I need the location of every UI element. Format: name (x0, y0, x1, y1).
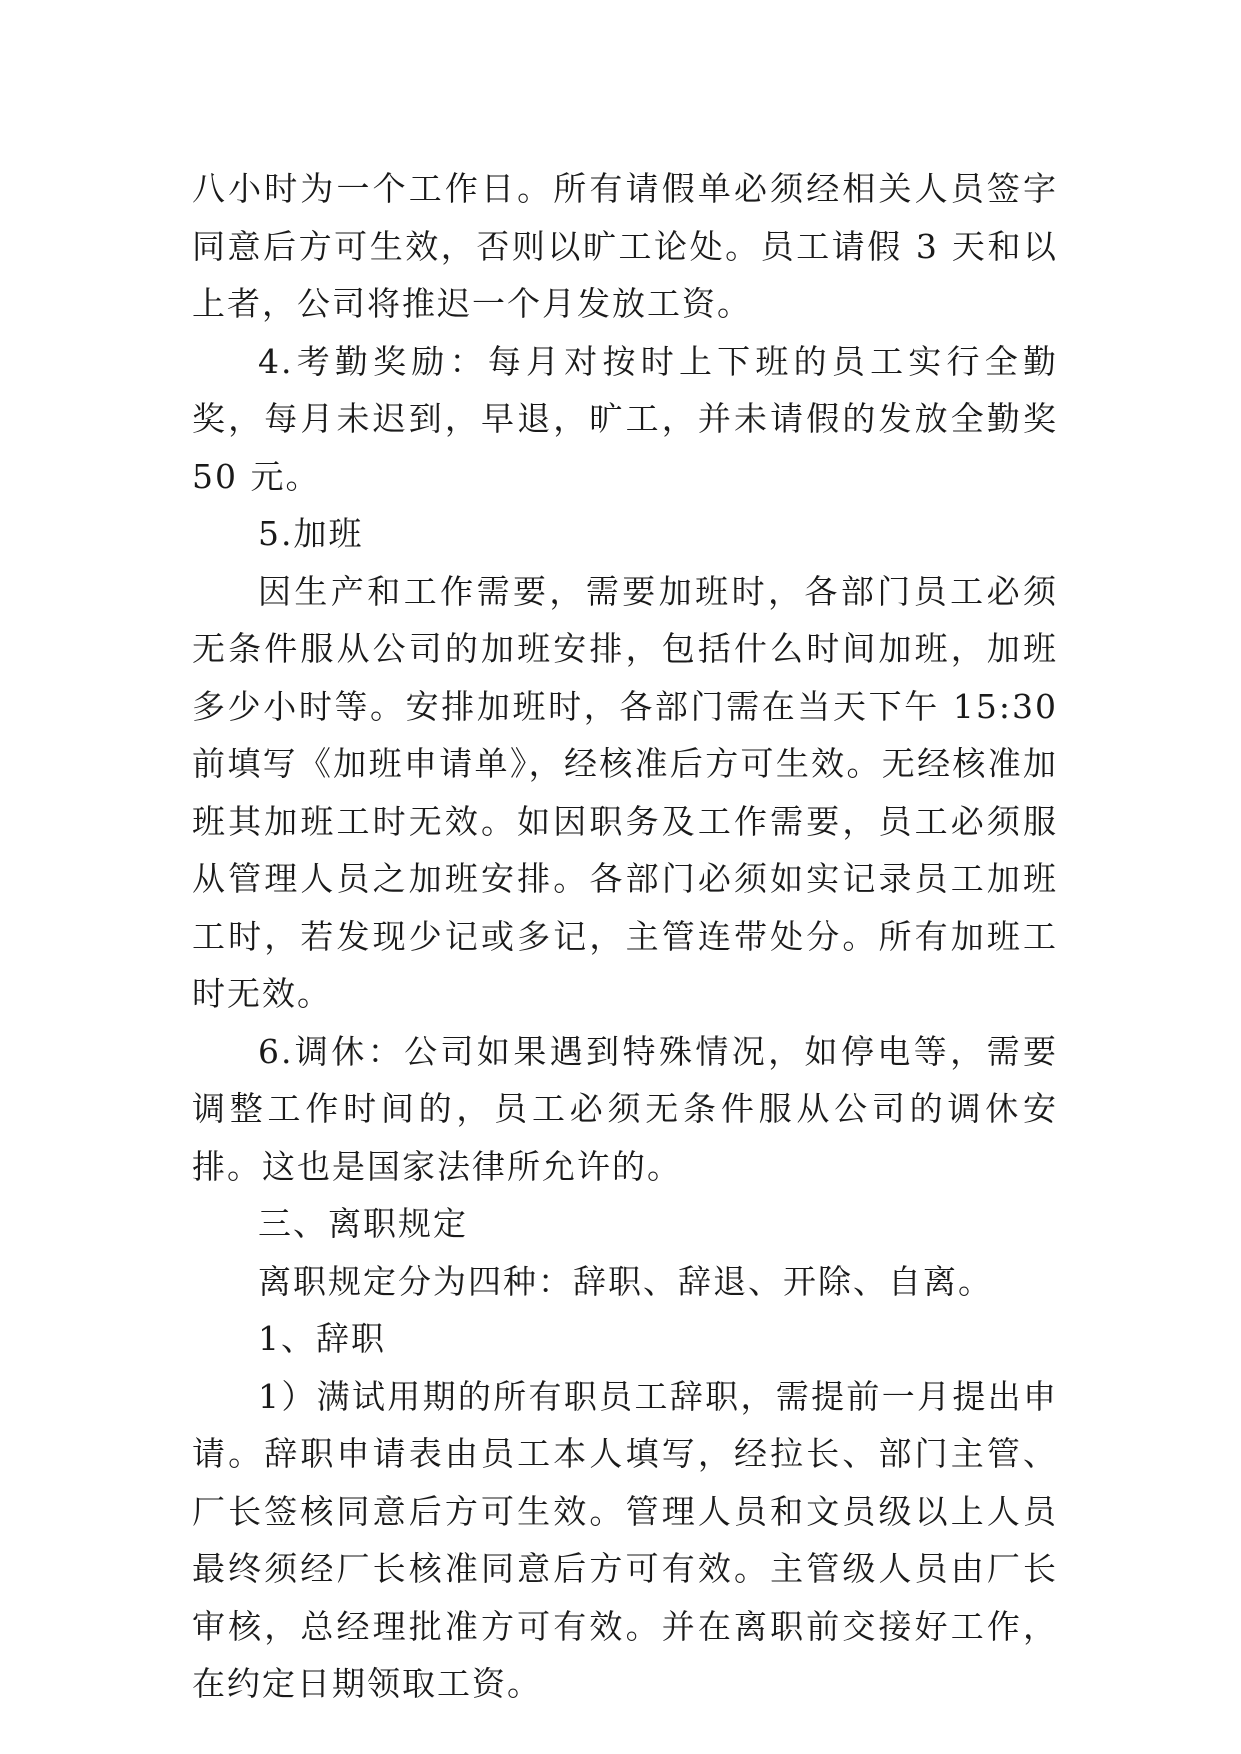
paragraph-resignation-types: 离职规定分为四种：辞职、辞退、开除、自离。 (258, 1261, 993, 1301)
heading-resignation: 1、辞职 (258, 1319, 386, 1358)
paragraph-overtime-rules: 因生产和工作需要，需要加班时，各部门员工必须无条件服从公司的加班安排，包括什么时间加班，加班多少小时等。安排加班时，各部门需在当天下午 15:30 前填写《加班申请单》，经核准后方可生效。无经核准加班其加班工时无效。如因职务及工作需要，员工必须服从管理人员之加班安排。各部门必须如实记录员工加班工时，若发现少记或多记，主管连带处分。所有加班工时无效。 (192, 571, 1058, 1013)
heading-resignation-rules: 三、离职规定 (258, 1204, 468, 1243)
paragraph-leave-policy: 八小时为一个工作日。所有请假单必须经相关人员签字同意后方可生效，否则以旷工论处。员工请假 3 天和以上者，公司将推迟一个月发放工资。 (192, 169, 1058, 323)
heading-overtime: 5.加班 (258, 514, 364, 553)
document-body (192, 160, 1058, 1713)
paragraph-attendance-bonus: 4.考勤奖励：每月对按时上下班的员工实行全勤奖，每月未迟到，早退，旷工，并未请假的发放全勤奖 50 元。 (192, 341, 1058, 496)
paragraph-resignation-procedure: 1）满试用期的所有职员工辞职，需提前一月提出申请。辞职申请表由员工本人填写，经拉长、部门主管、厂长签核同意后方可生效。管理人员和文员级以上人员最终须经厂长核准同意后方可有效。主管级人员由厂长审核，总经理批准方可有效。并在离职前交接好工作，在约定日期领取工资。 (192, 1376, 1058, 1703)
paragraph-shift-adjustment: 6.调休：公司如果遇到特殊情况，如停电等，需要调整工作时间的，员工必须无条件服从公司的调休安排。这也是国家法律所允许的。 (192, 1031, 1058, 1186)
